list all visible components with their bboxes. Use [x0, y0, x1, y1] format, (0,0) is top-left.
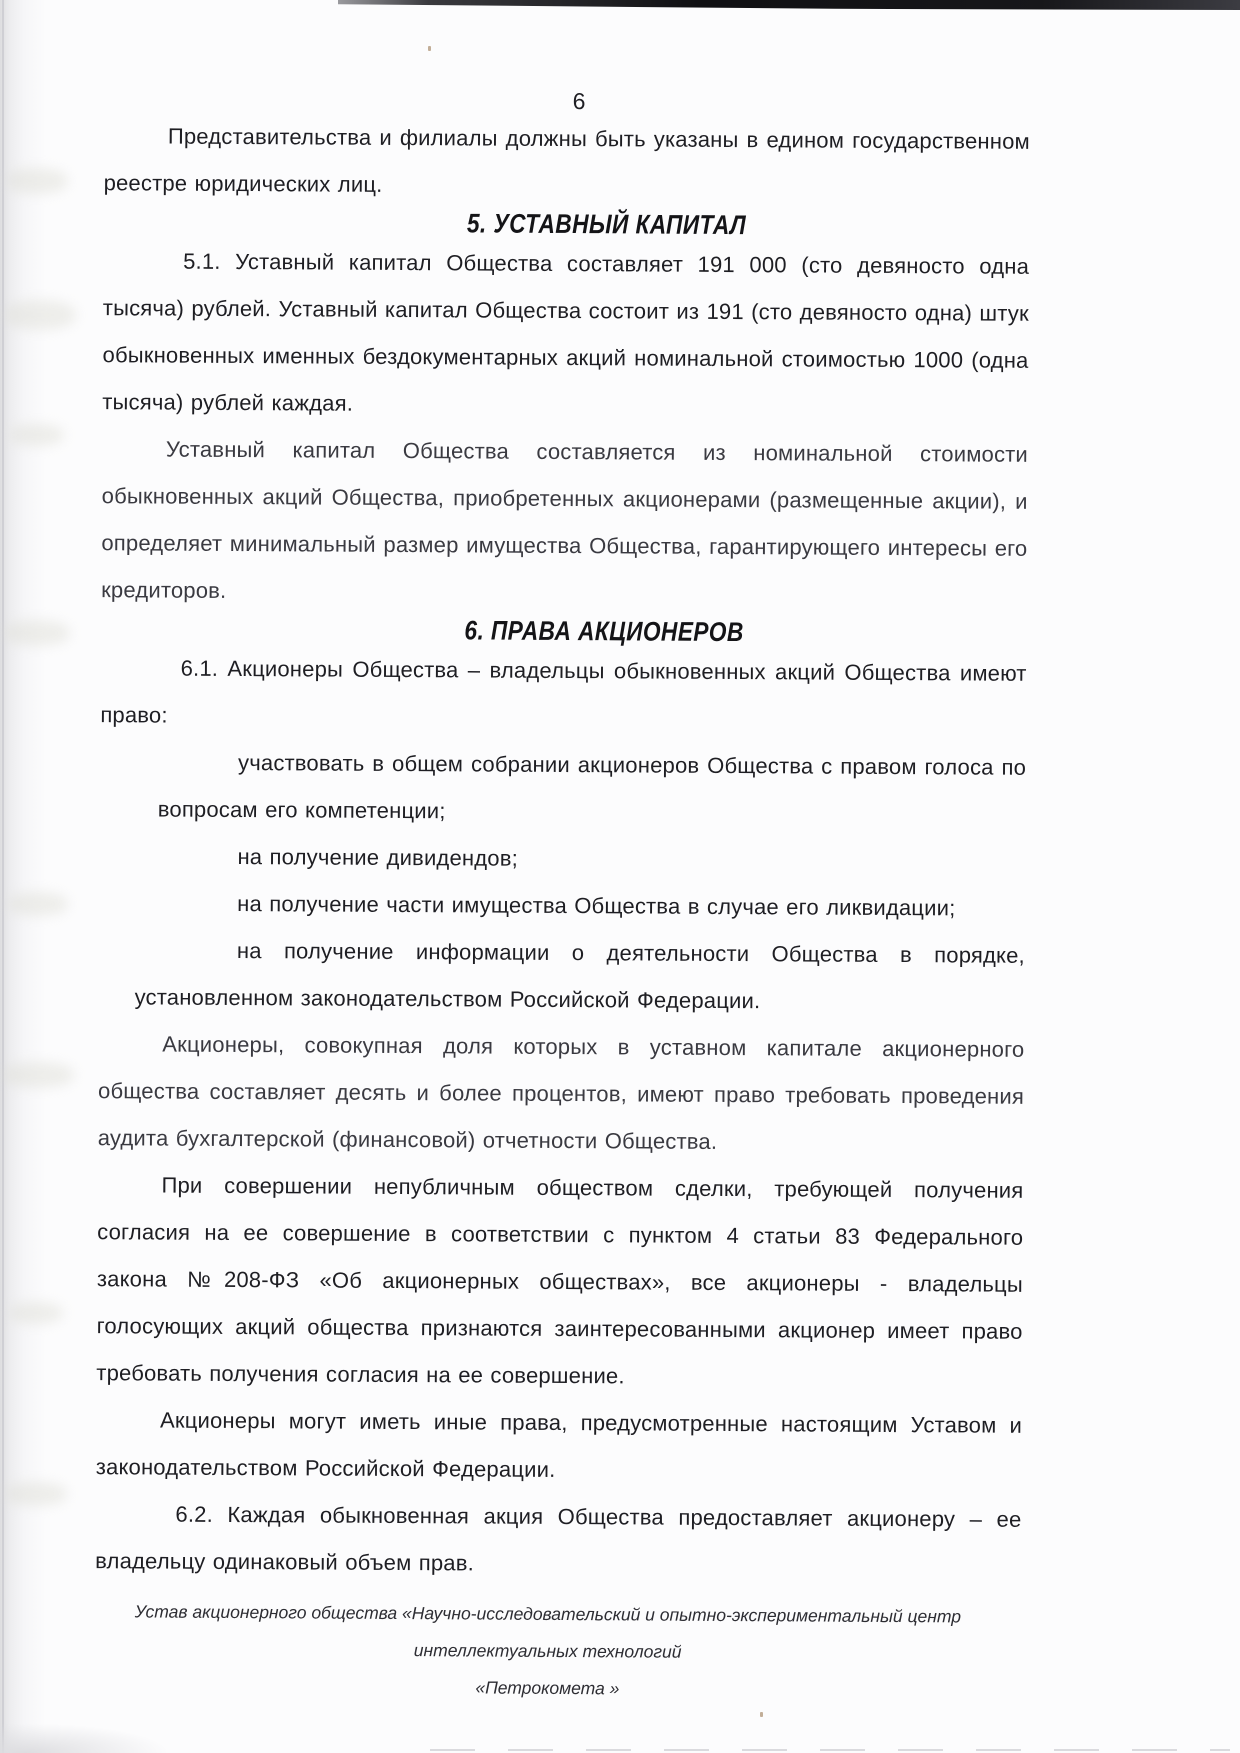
- paragraph-audit: Акционеры, совокупная доля которых в уставном капитале акционерного общества составляет десять и более процентов, имеют право требовать проведения аудита бухгалтерской (финансовой) отчетности Общества.: [97, 1031, 1025, 1154]
- bleedthrough-smudge: [8, 892, 68, 916]
- footer-line-2: «Петрокомета »: [475, 1677, 620, 1699]
- paragraph-5-1: 5.1. Уставный капитал Общества составляет 191 000 (сто девяносто одна тысяча) рублей. Уставный капитал Общества состоит из 191 (сто девяносто одна) штук обыкновенных именных бездокументарных акций номинальной стоимостью 1000 (одна тысяча) рублей каждая.: [102, 248, 1030, 416]
- section-5-heading-text: 5. УСТАВНЫЙ КАПИТАЛ: [466, 208, 746, 241]
- bleedthrough-smudge: [9, 1302, 63, 1324]
- bleedthrough-smudge: [10, 424, 64, 446]
- intro-paragraph: Представительства и филиалы должны быть указаны в едином государственном реестре юридических лиц.: [103, 123, 1030, 197]
- bleedthrough-smudge: [6, 168, 68, 194]
- page-edge-line: [2, 0, 4, 1753]
- paragraph-other-rights: Акционеры могут иметь иные права, предусмотренные настоящим Уставом и законодательством Российской Федерации.: [95, 1407, 1023, 1482]
- footer-line-1: Устав акционерного общества «Научно-исследовательский и опытно-экспериментальный центр интеллектуальных технологий: [134, 1601, 962, 1662]
- page-number: 6: [572, 88, 586, 115]
- right-item-dividends: на получение дивидендов;: [237, 844, 519, 871]
- document-footer: [74, 1593, 1021, 1710]
- right-item-liquidation: на получение части имущества Общества в случае его ликвидации;: [237, 891, 956, 921]
- bleedthrough-smudge: [5, 1482, 67, 1506]
- bleedthrough-smudge: [2, 1062, 74, 1088]
- paragraph-5-2: Уставный капитал Общества составляется из номинальной стоимости обыкновенных акций Общества, приобретенных акционерами (размещенные акции), и определяет минимальный размер имущества Общества, гарантирующего интересы его кредиторов.: [101, 436, 1029, 603]
- bleedthrough-smudge: [4, 300, 76, 330]
- right-item-participate: участвовать в общем собрании акционеров Общества с правом голоса по вопросам его компетенции;: [157, 750, 1027, 824]
- document-content: [94, 0, 1031, 1753]
- bleedthrough-smudge: [4, 620, 70, 646]
- right-item-information: на получение информации о деятельности Общества в порядке, установленном законодательством Российской Федерации.: [134, 937, 1025, 1014]
- paragraph-deal-consent: При совершении непубличным обществом сделки, требующей получения согласия на ее совершение в соответствии с пунктом 4 статьи 83 Федерального закона №208-ФЗ «Об акционерных обществах», все акционеры - владельцы голосующих акций общества признаются заинтересованными акционер имеет право требовать получения согласия на ее совершение.: [96, 1172, 1024, 1389]
- section-6-heading-text: 6. ПРАВА АКЦИОНЕРОВ: [464, 615, 744, 648]
- paragraph-6-1: 6.1. Акционеры Общества – владельцы обыкновенных акций Общества имеют право:: [100, 655, 1027, 728]
- paragraph-6-2: 6.2. Каждая обыкновенная акция Общества предоставляет акционеру – ее владельцу одинаковый объем прав.: [95, 1501, 1022, 1576]
